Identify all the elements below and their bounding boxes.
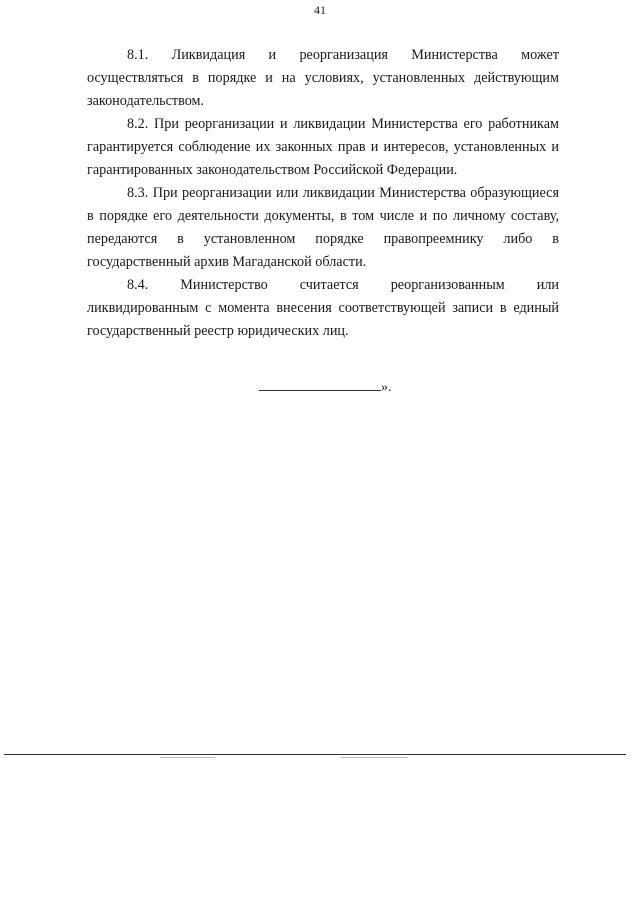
- paragraph-8-2: 8.2. При реорганизации и ликвидации Министерства его работникам гарантируется соблюдение их законных прав и интересов, установленных и гарантированных законодательством Российской Федерации.: [87, 116, 559, 178]
- footer-faint-mark: [340, 757, 408, 758]
- closing-quote-mark: ».: [381, 380, 392, 395]
- paragraph-8-4: 8.4. Министерство считается реорганизованным или ликвидированным с момента внесения соответствующей записи в единый государственный реестр юридических лиц.: [87, 277, 559, 339]
- footer-faint-mark: [160, 757, 215, 758]
- footer-divider: [4, 754, 626, 755]
- paragraph-8-1: 8.1. Ликвидация и реорганизация Министерства может осуществляться в порядке и на условиях, установленных действующим законодательством.: [87, 47, 559, 109]
- document-body: [87, 44, 559, 343]
- closing-line: [259, 378, 392, 396]
- closing-blank-rule: [259, 378, 381, 391]
- paragraph-8-3: 8.3. При реорганизации или ликвидации Министерства образующиеся в порядке его деятельности документы, в том числе и по личному составу, передаются в установленном порядке правопреемнику либо в государственный архив Магаданской области.: [87, 185, 559, 270]
- page-number: 41: [314, 3, 326, 17]
